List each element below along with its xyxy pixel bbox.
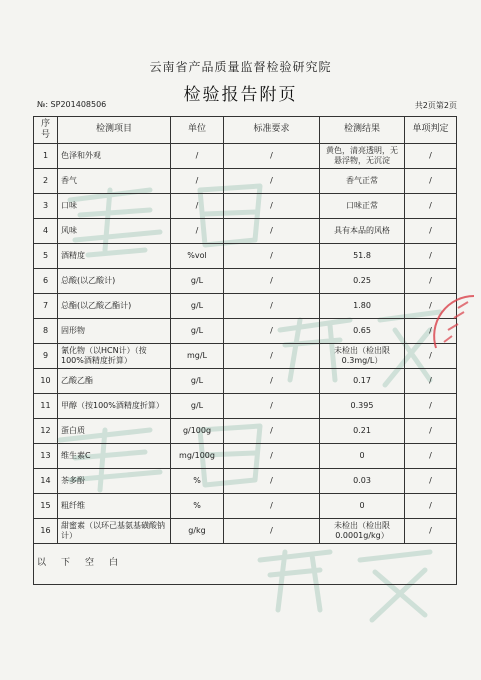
row-unit: % — [171, 494, 224, 519]
row-judgement: / — [405, 169, 457, 194]
table-row — [34, 319, 457, 344]
row-unit: g/kg — [171, 519, 224, 544]
row-result: 具有本品的风格 — [320, 219, 405, 244]
row-judgement: / — [405, 294, 457, 319]
col-header-item: 检测项目 — [58, 117, 171, 144]
row-item: 茶多酚 — [58, 469, 171, 494]
row-unit: / — [171, 219, 224, 244]
table-row — [34, 369, 457, 394]
row-unit: g/L — [171, 319, 224, 344]
table-row — [34, 444, 457, 469]
row-standard: / — [224, 319, 320, 344]
row-item: 氰化物（以HCN计）（按100%酒精度折算） — [58, 344, 171, 369]
row-unit: %vol — [171, 244, 224, 269]
row-standard: / — [224, 344, 320, 369]
row-judgement: / — [405, 219, 457, 244]
row-judgement: / — [405, 494, 457, 519]
row-standard: / — [224, 419, 320, 444]
row-item: 维生素C — [58, 444, 171, 469]
row-judgement: / — [405, 344, 457, 369]
row-standard: / — [224, 469, 320, 494]
row-no: 4 — [34, 219, 58, 244]
row-result: 0.21 — [320, 419, 405, 444]
table-row — [34, 219, 457, 244]
report-number: №: SP201408506 — [37, 100, 107, 109]
page-info: 共2页第2页 — [414, 101, 457, 110]
institute-name: 云南省产品质量监督检验研究院 — [149, 60, 332, 74]
row-item: 风味 — [58, 219, 171, 244]
row-item: 乙酸乙酯 — [58, 369, 171, 394]
row-no: 5 — [34, 244, 58, 269]
row-result: 0.395 — [320, 394, 405, 419]
row-judgement: / — [405, 319, 457, 344]
row-judgement: / — [405, 244, 457, 269]
row-result: 未检出（检出限0.3mg/L） — [320, 344, 405, 369]
row-unit: / — [171, 194, 224, 219]
table-row — [34, 169, 457, 194]
table-row — [34, 394, 457, 419]
table-row — [34, 344, 457, 369]
row-item: 总酸(以乙酸计) — [58, 269, 171, 294]
table-row — [34, 294, 457, 319]
row-result: 0.03 — [320, 469, 405, 494]
row-result: 0.17 — [320, 369, 405, 394]
row-judgement: / — [405, 444, 457, 469]
row-standard: / — [224, 219, 320, 244]
row-item: 酒精度 — [58, 244, 171, 269]
table-row — [34, 419, 457, 444]
page-title: 检验报告附页 — [183, 85, 298, 105]
row-standard: / — [224, 169, 320, 194]
row-judgement: / — [405, 519, 457, 544]
row-no: 14 — [34, 469, 58, 494]
row-no: 3 — [34, 194, 58, 219]
row-no: 15 — [34, 494, 58, 519]
row-no: 2 — [34, 169, 58, 194]
row-no: 10 — [34, 369, 58, 394]
row-result: 黄色，清亮透明，无悬浮物，无沉淀 — [320, 144, 405, 169]
row-item: 甜蜜素（以环己基氨基磺酸钠计） — [58, 519, 171, 544]
remark-row — [34, 544, 457, 585]
row-no: 7 — [34, 294, 58, 319]
row-no: 6 — [34, 269, 58, 294]
row-item: 蛋白质 — [58, 419, 171, 444]
row-no: 8 — [34, 319, 58, 344]
row-result: 未检出（检出限0.0001g/kg） — [320, 519, 405, 544]
row-unit: g/L — [171, 294, 224, 319]
row-item: 香气 — [58, 169, 171, 194]
row-standard: / — [224, 269, 320, 294]
row-result: 0 — [320, 494, 405, 519]
row-result: 口味正常 — [320, 194, 405, 219]
col-header-result: 检测结果 — [320, 117, 405, 144]
row-unit: % — [171, 469, 224, 494]
row-standard: / — [224, 194, 320, 219]
row-item: 粗纤维 — [58, 494, 171, 519]
table-row — [34, 469, 457, 494]
row-result: 1.80 — [320, 294, 405, 319]
row-result: 0.65 — [320, 319, 405, 344]
table-row — [34, 194, 457, 219]
row-unit: mg/L — [171, 344, 224, 369]
row-unit: g/L — [171, 394, 224, 419]
row-standard: / — [224, 394, 320, 419]
row-unit: g/100g — [171, 419, 224, 444]
row-result: 0.25 — [320, 269, 405, 294]
row-no: 9 — [34, 344, 58, 369]
blank-below-remark: 以下空白 — [37, 558, 134, 569]
row-judgement: / — [405, 269, 457, 294]
table-row — [34, 144, 457, 169]
col-header-judgement: 单项判定 — [405, 117, 457, 144]
row-item: 固形物 — [58, 319, 171, 344]
row-judgement: / — [405, 144, 457, 169]
row-result: 51.8 — [320, 244, 405, 269]
row-standard: / — [224, 144, 320, 169]
row-no: 16 — [34, 519, 58, 544]
table-row — [34, 519, 457, 544]
col-header-no: 序号 — [34, 117, 58, 144]
table-row — [34, 269, 457, 294]
row-judgement: / — [405, 369, 457, 394]
row-unit: g/L — [171, 369, 224, 394]
row-no: 12 — [34, 419, 58, 444]
row-no: 13 — [34, 444, 58, 469]
official-seal — [428, 292, 476, 352]
row-judgement: / — [405, 194, 457, 219]
row-standard: / — [224, 519, 320, 544]
row-item: 总酯(以乙酸乙酯计) — [58, 294, 171, 319]
col-header-unit: 单位 — [171, 117, 224, 144]
row-no: 11 — [34, 394, 58, 419]
row-no: 1 — [34, 144, 58, 169]
row-standard: / — [224, 444, 320, 469]
col-header-standard: 标准要求 — [224, 117, 320, 144]
row-unit: / — [171, 144, 224, 169]
row-unit: g/L — [171, 269, 224, 294]
table-row — [34, 494, 457, 519]
row-judgement: / — [405, 394, 457, 419]
table-row — [34, 244, 457, 269]
row-standard: / — [224, 494, 320, 519]
row-standard: / — [224, 369, 320, 394]
row-judgement: / — [405, 419, 457, 444]
row-standard: / — [224, 244, 320, 269]
row-unit: / — [171, 169, 224, 194]
row-item: 色泽和外观 — [58, 144, 171, 169]
table-header-row — [34, 117, 457, 144]
row-judgement: / — [405, 469, 457, 494]
row-result: 香气正常 — [320, 169, 405, 194]
row-item: 口味 — [58, 194, 171, 219]
row-result: 0 — [320, 444, 405, 469]
row-item: 甲醇（按100%酒精度折算） — [58, 394, 171, 419]
row-unit: mg/100g — [171, 444, 224, 469]
row-standard: / — [224, 294, 320, 319]
inspection-table — [33, 116, 457, 585]
